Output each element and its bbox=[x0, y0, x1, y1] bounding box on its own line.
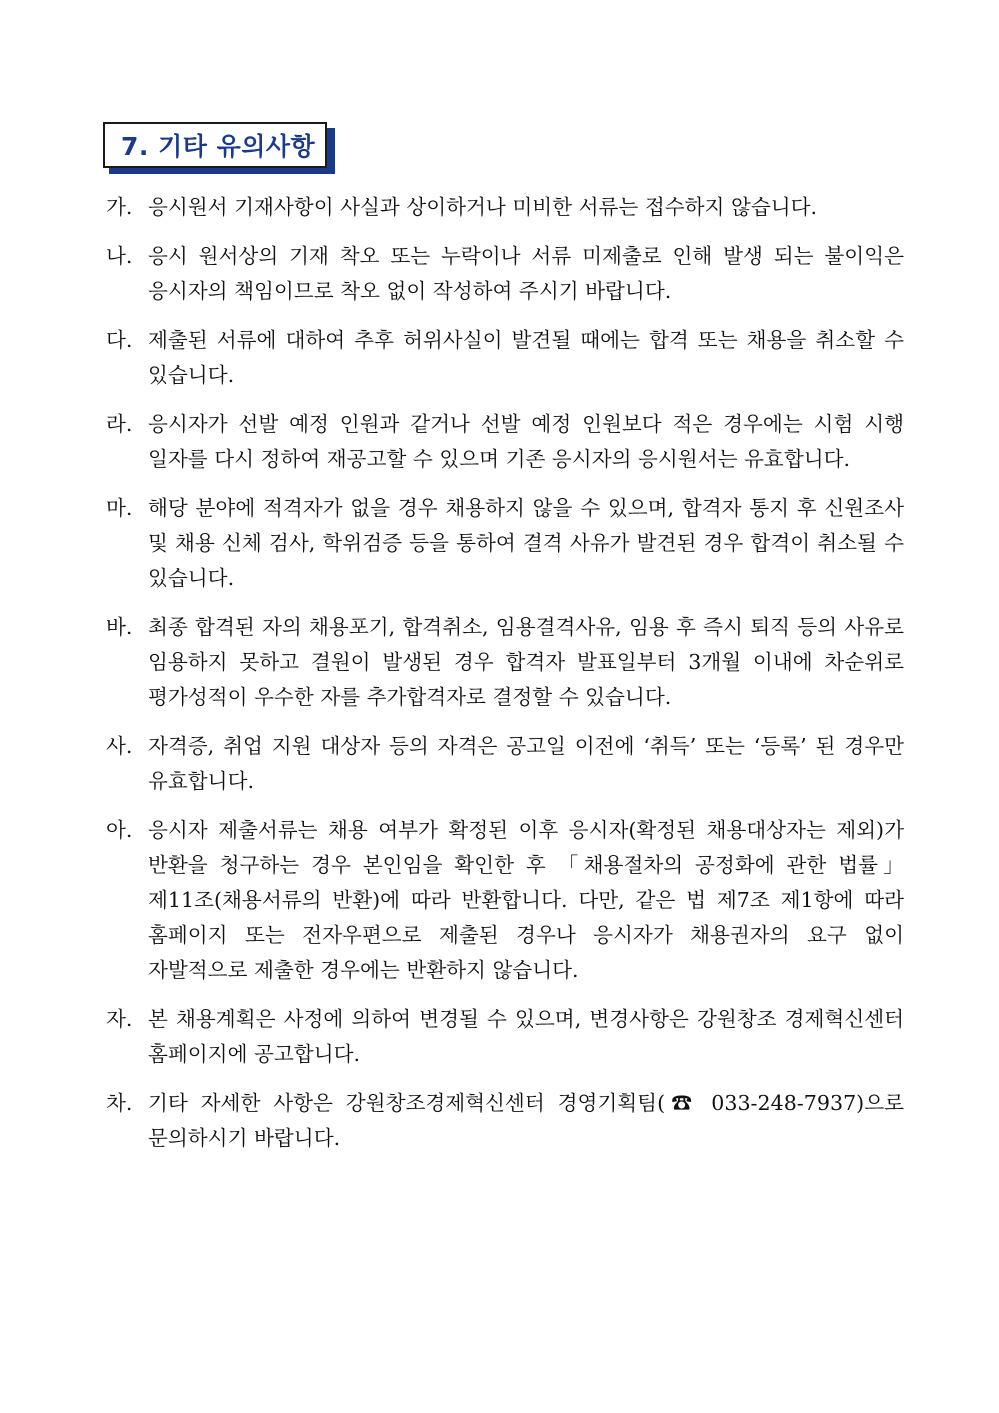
item-text: 응시원서 기재사항이 사실과 상이하거나 미비한 서류는 접수하지 않습니다. bbox=[148, 195, 818, 219]
list-item bbox=[106, 190, 904, 225]
section-title-shadow bbox=[109, 168, 335, 174]
item-text: 기타 자세한 사항은 강원창조경제혁신센터 경영기획팀(☎ 033-248-7937)으로 문의하시기 바랍니다. bbox=[148, 1091, 904, 1150]
item-marker: 다. bbox=[106, 328, 133, 352]
list-item bbox=[106, 491, 904, 596]
list-item bbox=[106, 729, 904, 799]
list-item bbox=[106, 610, 904, 715]
item-text: 최종 합격된 자의 채용포기, 합격취소, 임용결격사유, 임용 후 즉시 퇴직 등의 사유로 임용하지 못하고 결원이 발생된 경우 합격자 발표일부터 3개월 이내에 차순위로 평가성적이 우수한 자를 추가합격자로 결정할 수 있습니다. bbox=[148, 615, 904, 709]
item-marker: 라. bbox=[106, 412, 133, 436]
item-marker: 마. bbox=[106, 496, 133, 520]
item-text: 응시자가 선발 예정 인원과 같거나 선발 예정 인원보다 적은 경우에는 시험 시행 일자를 다시 정하여 재공고할 수 있으며 기존 응시자의 응시원서는 유효합니다. bbox=[148, 412, 904, 471]
item-marker: 사. bbox=[106, 734, 133, 758]
list-item bbox=[106, 407, 904, 477]
item-marker: 바. bbox=[106, 615, 133, 639]
item-marker: 아. bbox=[106, 818, 133, 842]
list-item bbox=[106, 323, 904, 393]
section-title: 7. 기타 유의사항 bbox=[103, 122, 327, 168]
item-marker: 나. bbox=[106, 244, 133, 268]
item-text: 제출된 서류에 대하여 추후 허위사실이 발견될 때에는 합격 또는 채용을 취소할 수 있습니다. bbox=[148, 328, 904, 387]
item-text: 본 채용계획은 사정에 의하여 변경될 수 있으며, 변경사항은 강원창조 경제혁신센터 홈페이지에 공고합니다. bbox=[148, 1007, 904, 1066]
item-text: 해당 분야에 적격자가 없을 경우 채용하지 않을 수 있으며, 합격자 통지 후 신원조사 및 채용 신체 검사, 학위검증 등을 통하여 결격 사유가 발견된 경우 합격이 취소될 수 있습니다. bbox=[148, 496, 904, 590]
item-text: 응시 원서상의 기재 착오 또는 누락이나 서류 미제출로 인해 발생 되는 불이익은 응시자의 책임이므로 착오 없이 작성하여 주시기 바랍니다. bbox=[148, 244, 904, 303]
list-item bbox=[106, 1002, 904, 1072]
notice-list bbox=[106, 190, 904, 1170]
list-item bbox=[106, 1086, 904, 1156]
item-marker: 자. bbox=[106, 1007, 133, 1031]
item-marker: 차. bbox=[106, 1091, 133, 1115]
item-marker: 가. bbox=[106, 195, 133, 219]
item-text: 응시자 제출서류는 채용 여부가 확정된 이후 응시자(확정된 채용대상자는 제외)가 반환을 청구하는 경우 본인임을 확인한 후 「채용절차의 공정화에 관한 법률」 제11조(채용서류의 반환)에 따라 반환합니다. 다만, 같은 법 제7조 제1항에 따라 홈페이지 또는 전자우편으로 제출된 경우나 응시자가 채용권자의 요구 없이 자발적으로 제출한 경우에는 반환하지 않습니다. bbox=[148, 818, 904, 982]
list-item bbox=[106, 813, 904, 988]
item-text: 자격증, 취업 지원 대상자 등의 자격은 공고일 이전에 ‘취득’ 또는 ‘등록’ 된 경우만 유효합니다. bbox=[148, 734, 904, 793]
list-item bbox=[106, 239, 904, 309]
